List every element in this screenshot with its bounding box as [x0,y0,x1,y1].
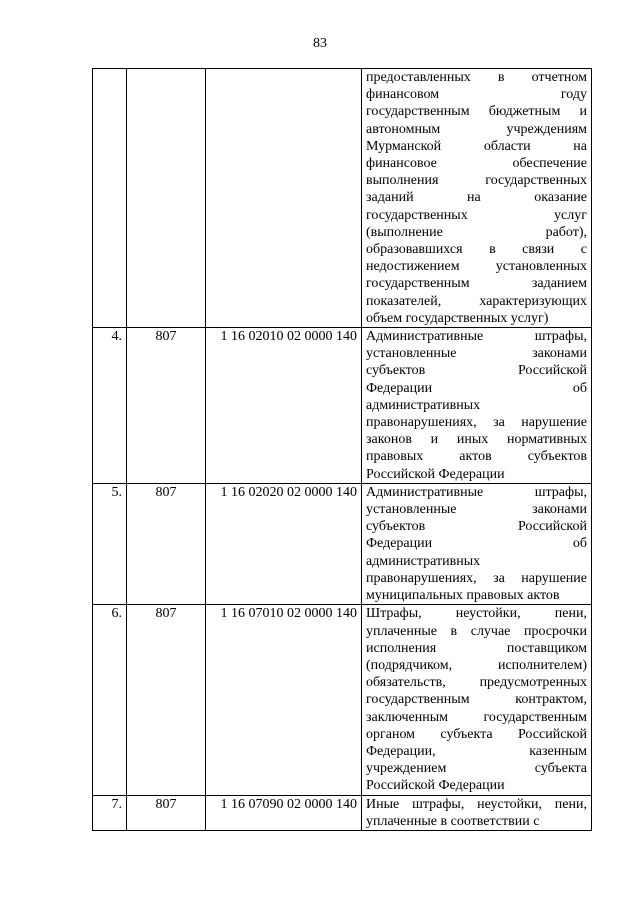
table-row [93,795,592,830]
budget-classification-code-cell: 1 16 02020 02 0000 140 [206,483,362,604]
description-line: автономным учреждениям [366,121,587,137]
description-line: (подрядчиком, исполнителем) [366,657,587,673]
description-line: учреждением субъекта [366,761,587,777]
description-line: государственных услуг [366,207,587,223]
description-line: правовых актов субъектов [366,449,587,465]
table-row [93,328,592,484]
description-line: государственным бюджетным и [366,104,587,120]
description-line: финансовое обеспечение [366,156,587,172]
description-line: государственным заданием [366,276,587,292]
budget-classification-code-cell: 1 16 02010 02 0000 140 [206,328,362,484]
description-line: заданий на оказание [366,190,587,206]
description-line: административных [366,397,481,413]
page-number: 83 [313,36,327,51]
description-line: Штрафы, неустойки, пени, [366,606,587,622]
description-line: правонарушениях, за нарушение [366,415,587,431]
row-number-cell [93,69,127,328]
admin-code-cell [127,69,206,328]
admin-code-cell: 807 [127,605,206,795]
row-number-cell: 5. [93,483,127,604]
description-line: субъектов Российской [366,519,587,535]
admin-code-cell: 807 [127,795,206,830]
description-line: недостижением установленных [366,259,587,275]
description-line: Административные штрафы, [366,484,587,500]
description-line: правонарушениях, за нарушение [366,570,587,586]
description-line: муниципальных правовых актов [366,588,560,604]
admin-code-cell: 807 [127,328,206,484]
description-line: Федерации об [366,380,587,396]
description-line: органом субъекта Российской [366,726,587,742]
table-row [93,483,592,604]
table-row [93,605,592,795]
description-line: уплаченные в соответствии с [366,813,540,829]
description-line: уплаченные в случае просрочки [366,623,587,639]
description-line: финансовом году [366,87,587,103]
description-line: объем государственных услуг) [366,310,549,326]
description-line: Административные штрафы, [366,329,587,345]
description-line: Федерации об [366,536,587,552]
description-line: показателей, характеризующих [366,293,587,309]
table-row [93,69,592,328]
description-line: выполнения государственных [366,173,587,189]
row-number-cell: 6. [93,605,127,795]
description-line: предоставленных в отчетном [366,70,587,85]
description-line: Иные штрафы, неустойки, пени, [366,796,587,812]
budget-classification-code-cell: 1 16 07090 02 0000 140 [206,795,362,830]
description-line: установленные законами [366,346,587,362]
row-number-cell: 7. [93,795,127,830]
revenue-description-cell [362,328,592,484]
row-number-cell: 4. [93,328,127,484]
revenue-description-cell [362,483,592,604]
description-line: Мурманской области на [366,138,587,154]
revenue-description-cell [362,605,592,795]
description-line: (выполнение работ), [366,224,587,240]
revenue-codes-table [92,68,592,831]
description-line: субъектов Российской [366,363,587,379]
description-line: заключенным государственным [366,709,587,725]
description-line: исполнения поставщиком [366,640,587,656]
revenue-description-cell [362,795,592,830]
description-line: государственным контрактом, [366,692,587,708]
description-line: установленные законами [366,502,587,518]
description-line: Федерации, казенным [366,743,587,759]
description-line: законов и иных нормативных [366,432,587,448]
description-line: образовавшихся в связи с [366,242,587,258]
description-line: Российской Федерации [366,466,505,482]
budget-classification-code-cell [206,69,362,328]
admin-code-cell: 807 [127,483,206,604]
description-line: обязательств, предусмотренных [366,675,587,691]
description-line: Российской Федерации [366,778,505,794]
budget-classification-code-cell: 1 16 07010 02 0000 140 [206,605,362,795]
revenue-description-cell [362,69,592,328]
description-line: административных [366,553,481,569]
